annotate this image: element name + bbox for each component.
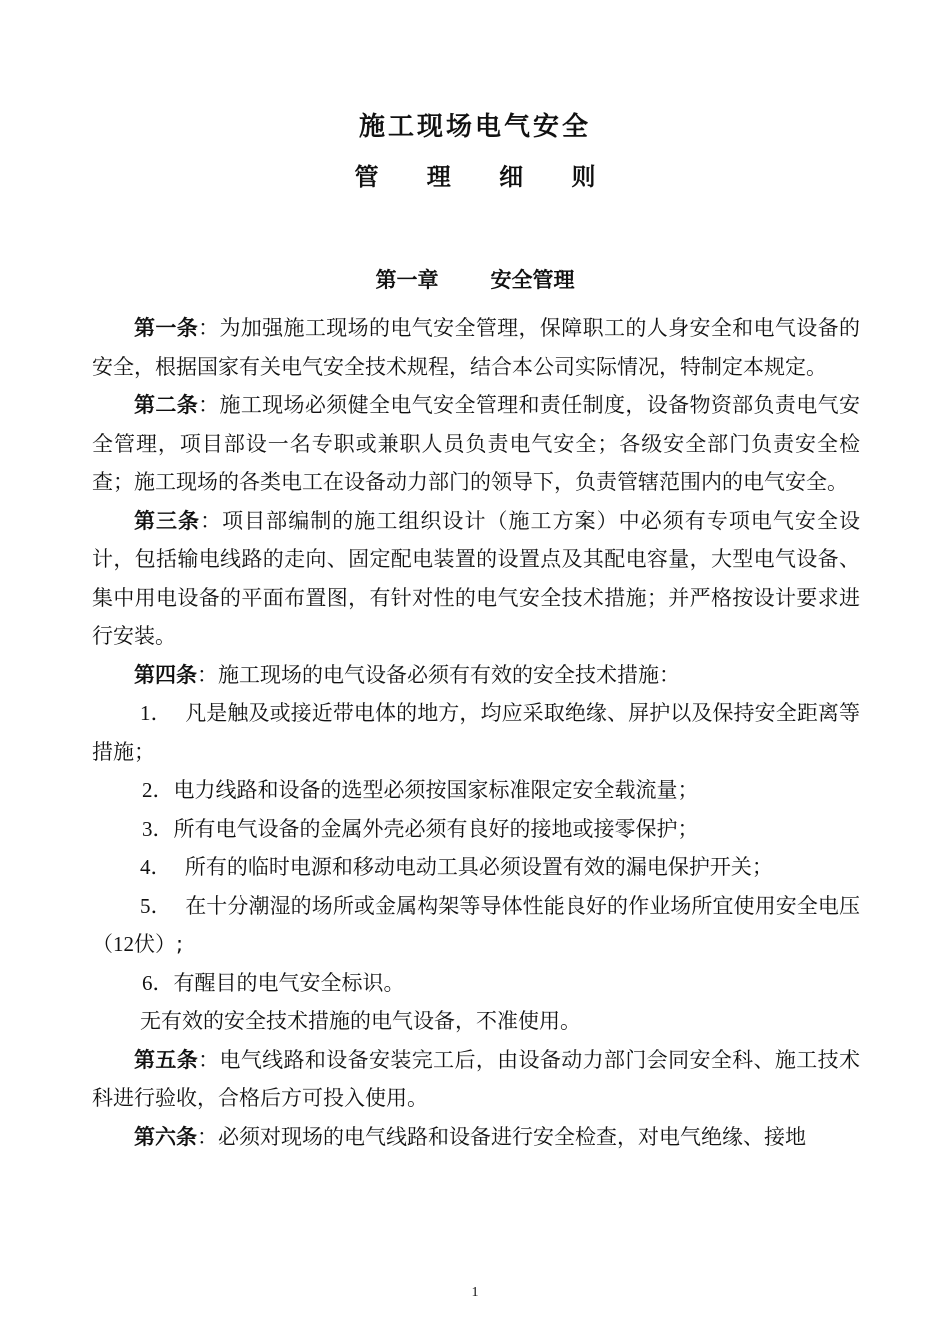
article-text: ：电气线路和设备安装完工后，由设备动力部门会同安全科、施工技术科进行验收，合格后方可投入使用。 bbox=[92, 1047, 860, 1110]
article-label: 第二条 bbox=[134, 393, 199, 417]
article-2 bbox=[92, 386, 860, 502]
list-item-5 bbox=[92, 887, 860, 964]
item-number: 3． bbox=[142, 816, 174, 841]
item-text: 电力线路和设备的选型必须按国家标准限定安全载流量； bbox=[173, 778, 699, 802]
item-text: 在十分潮湿的场所或金属构架等导体性能良好的作业场所宜使用安全电压（ bbox=[92, 893, 860, 956]
page-number: 1 bbox=[471, 1285, 479, 1300]
item-number: 2． bbox=[142, 778, 174, 802]
article-text: ：施工现场必须健全电气安全管理和责任制度，设备物资部负责电气安全管理，项目部设一名专职或兼职人员负责电气安全；各级安全部门负责安全检查；施工现场的各类电工在设备动力部门的领导下，负责管辖范围内的电气安全。 bbox=[92, 393, 860, 494]
article-6 bbox=[92, 1118, 860, 1157]
article-label: 第一条 bbox=[134, 316, 199, 340]
article-label: 第三条 bbox=[134, 508, 201, 533]
item-number: 5． bbox=[140, 893, 172, 918]
article-text: ：施工现场的电气设备必须有有效的安全技术措施： bbox=[197, 662, 680, 687]
chapter-number: 第一章 bbox=[375, 268, 439, 292]
article-4 bbox=[92, 656, 860, 695]
list-item-3 bbox=[92, 810, 860, 849]
item-text-end: 伏）; bbox=[134, 932, 184, 956]
item-voltage-value: 12 bbox=[113, 932, 134, 956]
article-label: 第五条 bbox=[134, 1047, 199, 1072]
document-body bbox=[92, 309, 860, 1156]
note-text: 无有效的安全技术措施的电气设备，不准使用。 bbox=[140, 1009, 581, 1033]
article-label: 第六条 bbox=[134, 1124, 197, 1149]
article-text: ：必须对现场的电气线路和设备进行安全检查，对电气绝缘、接地 bbox=[197, 1124, 806, 1149]
list-item-1 bbox=[92, 694, 860, 771]
item-text: 凡是触及或接近带电体的地方，均应采取绝缘、屏护以及保持安全距离等措施； bbox=[92, 701, 860, 764]
document-subtitle: 管 理 细 则 bbox=[354, 163, 616, 191]
article-1 bbox=[92, 309, 860, 386]
article-text: ：为加强施工现场的电气安全管理，保障职工的人身安全和电气设备的安全，根据国家有关电气安全技术规程，结合本公司实际情况，特制定本规定。 bbox=[92, 316, 860, 379]
article-3 bbox=[92, 502, 860, 656]
article-text: ：项目部编制的施工组织设计（施工方案）中必须有专项电气安全设计，包括输电线路的走向、固定配电装置的设置点及其配电容量，大型电气设备、集中用电设备的平面布置图，有针对性的电气安全技术措施；并严格按设计要求进行安装。 bbox=[92, 508, 860, 648]
chapter-title: 安全管理 bbox=[490, 268, 575, 292]
item-number: 4． bbox=[140, 855, 172, 879]
item-number: 1． bbox=[140, 701, 172, 725]
chapter-heading bbox=[0, 264, 950, 294]
item-number: 6． bbox=[142, 970, 174, 995]
item-text: 所有的临时电源和移动电动工具必须设置有效的漏电保护开关； bbox=[184, 855, 773, 879]
list-item-6 bbox=[92, 964, 860, 1003]
item-text: 所有电气设备的金属外壳必须有良好的接地或接零保护； bbox=[173, 816, 699, 841]
item-text: 有醒目的电气安全标识。 bbox=[173, 970, 405, 995]
list-item-2 bbox=[92, 771, 860, 810]
list-item-4 bbox=[92, 848, 860, 887]
document-title: 施工现场电气安全 bbox=[358, 112, 591, 142]
article-label: 第四条 bbox=[134, 662, 197, 687]
article-5 bbox=[92, 1041, 860, 1118]
